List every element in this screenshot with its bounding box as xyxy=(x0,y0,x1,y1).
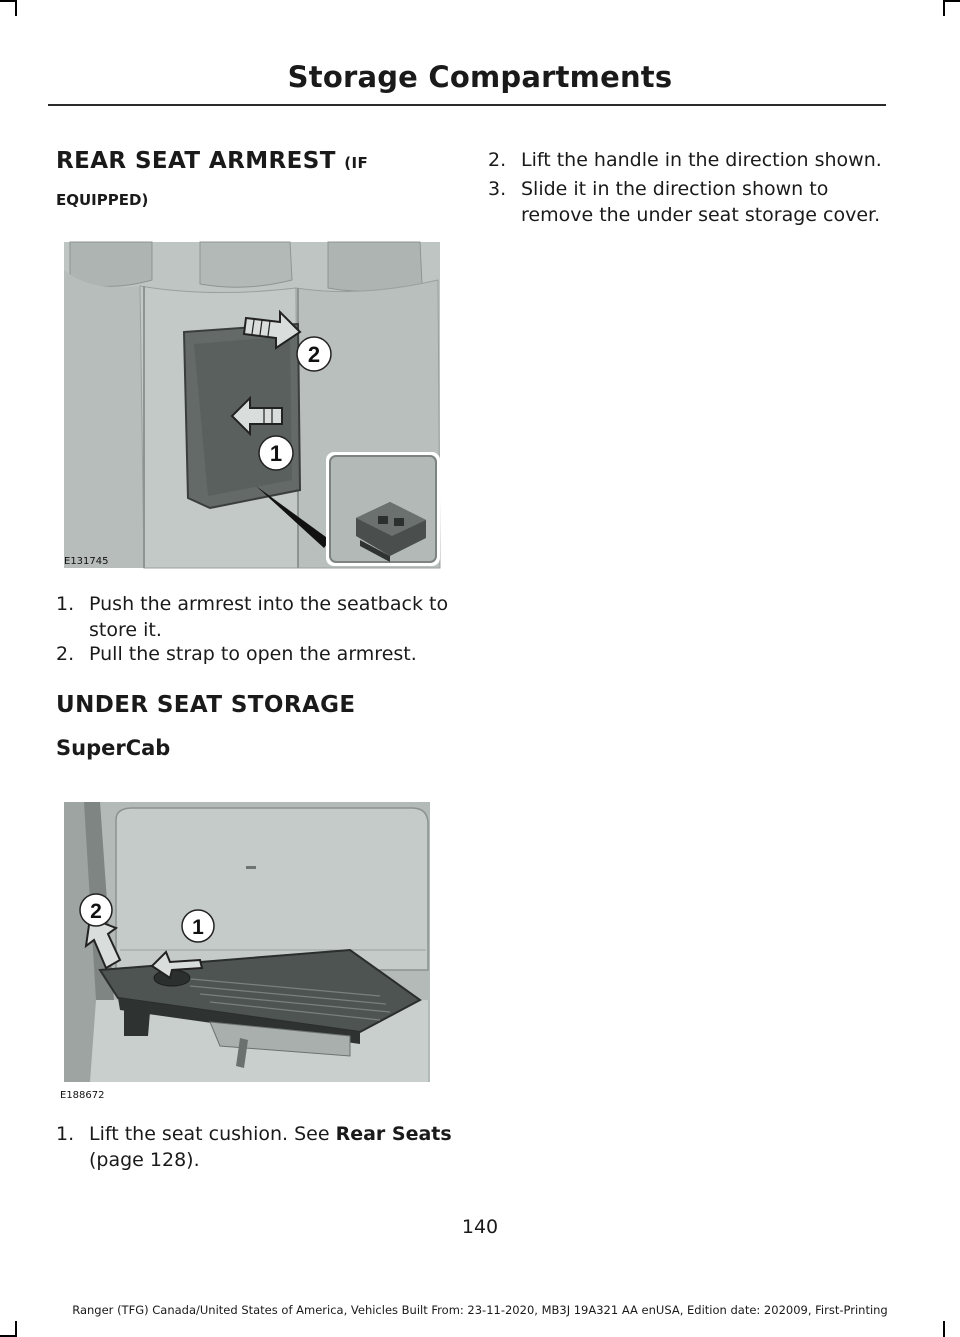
crop-mark xyxy=(943,0,945,16)
armrest-illustration xyxy=(60,240,444,570)
step-number: 2. xyxy=(56,643,75,665)
crop-mark xyxy=(943,1321,945,1337)
crop-mark xyxy=(0,0,15,2)
under-seat-storage-illustration xyxy=(60,800,438,1106)
step-number: 1. xyxy=(56,1123,75,1145)
step-text-main: Lift the seat cushion. See xyxy=(89,1123,336,1145)
list-item xyxy=(56,1121,456,1173)
step-text: Pull the strap to open the armrest. xyxy=(89,643,417,665)
figure-code: E131745 xyxy=(64,556,109,567)
header-rule xyxy=(48,104,886,106)
page-title: Storage Compartments xyxy=(287,60,673,94)
list-item xyxy=(56,591,456,643)
callout-1: 1 xyxy=(269,441,283,466)
footer-text: Ranger (TFG) Canada/United States of America, Vehicles Built From: 23-11-2020, MB3J 19A321 AA enUSA, Edition date: 202009, First-Printing xyxy=(72,1303,888,1317)
heading-suffix: (IF xyxy=(344,154,369,172)
list-item xyxy=(488,147,898,173)
page-reference: (page 128). xyxy=(89,1149,200,1171)
step-number: 3. xyxy=(488,178,507,200)
step-number: 1. xyxy=(56,593,75,615)
rear-seats-link[interactable]: Rear Seats xyxy=(335,1123,452,1145)
subheading-supercab: SuperCab xyxy=(56,736,171,760)
callout-1: 1 xyxy=(192,916,204,939)
step-text: Lift the handle in the direction shown. xyxy=(521,149,882,171)
crop-mark xyxy=(945,0,960,2)
callout-2: 2 xyxy=(90,900,102,923)
callout-2: 2 xyxy=(307,342,321,367)
crop-mark xyxy=(15,1321,17,1337)
section-heading-rear-seat-armrest xyxy=(56,148,368,174)
heading-text: REAR SEAT ARMREST xyxy=(56,148,336,174)
heading-continuation: EQUIPPED) xyxy=(56,191,149,209)
crop-mark xyxy=(15,0,17,16)
section-heading-under-seat-storage: UNDER SEAT STORAGE xyxy=(56,692,356,718)
step-text: Slide it in the direction shown to remove the under seat storage cover. xyxy=(521,178,881,226)
step-text: Push the armrest into the seatback to store it. xyxy=(89,593,449,641)
step-number: 2. xyxy=(488,149,507,171)
list-item xyxy=(56,641,456,667)
list-item xyxy=(488,176,898,228)
page-number: 140 xyxy=(461,1216,499,1238)
step-text xyxy=(89,1121,456,1173)
figure-code: E188672 xyxy=(60,1090,105,1101)
